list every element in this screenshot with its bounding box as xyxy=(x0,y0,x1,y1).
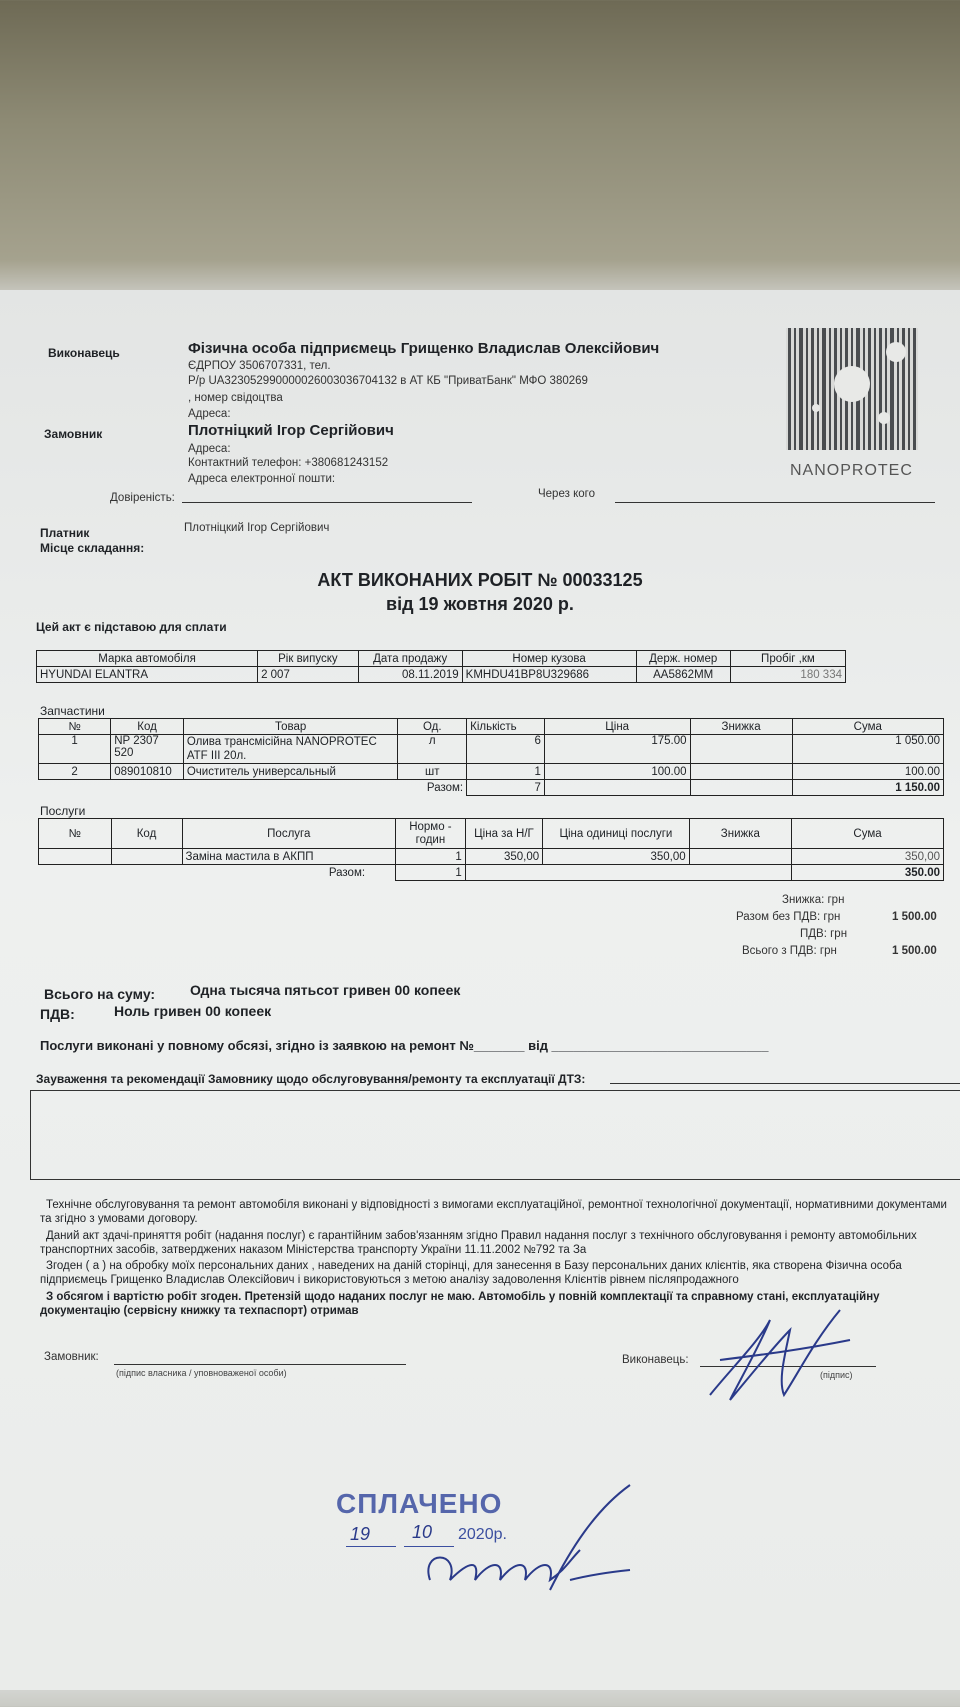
parts-price: 100.00 xyxy=(544,764,690,780)
stamp-day: 19 xyxy=(350,1524,371,1544)
totals-vat-label: ПДВ: грн xyxy=(800,928,848,940)
place-label: Місце складання: xyxy=(40,541,145,555)
sum-words-text: Одна тысяча пятьсот гривен 00 копеек xyxy=(190,982,461,998)
executor-signature xyxy=(700,1300,860,1415)
executor-edrpou: ЄДРПОУ 3506707331, тел. xyxy=(188,360,331,372)
services-total-empty xyxy=(465,865,791,881)
parts-price: 175.00 xyxy=(544,735,690,764)
car-sale-date: 08.11.2019 xyxy=(358,667,462,683)
payer-name: Плотніцкий Ігор Сергійович xyxy=(184,522,330,534)
services-name: Заміна мастила в АКПП xyxy=(182,849,396,865)
act-title: АКТ ВИКОНАНИХ РОБІТ № 00033125 xyxy=(317,570,643,590)
payer-label: Платник xyxy=(40,526,90,540)
nanoprotec-logo xyxy=(786,328,918,450)
paragraph-guarantee: Даний акт здачі-приняття робіт (надання послуг) є гарантійним забов'язанням згідно Правил надання послуг з технічного обслуговування і ремонту автомобільних транспортних засобів, затверджених наказом Міністерства транспорту України 11.11.2002 №792 та За xyxy=(40,1230,917,1256)
customer-signature-label: Замовник: xyxy=(44,1351,99,1363)
services-unit-price: 350,00 xyxy=(543,849,689,865)
stamp-month: 10 xyxy=(412,1522,433,1542)
parts-no: 2 xyxy=(39,764,111,780)
basis-text: Цей акт є підставою для сплати xyxy=(36,620,227,634)
services-table xyxy=(38,818,944,881)
sum-words-label: Всього на суму: xyxy=(44,986,156,1002)
vat-words-label: ПДВ: xyxy=(40,1006,75,1022)
parts-header-sum: Сума xyxy=(792,719,943,735)
parts-header-code: Код xyxy=(111,719,184,735)
car-brand: HYUNDAI ELANTRA xyxy=(37,667,258,683)
vat-words-text: Ноль гривен 00 копеек xyxy=(114,1003,272,1019)
remarks-label: Зауваження та рекомендації Замовнику щодо обслуговування/ремонту та експлуатації ДТЗ: xyxy=(36,1072,586,1086)
customer-signature-hint: (підпис власника / уповноваженої особи) xyxy=(116,1368,287,1378)
services-header-no: № xyxy=(39,819,112,849)
parts-discount xyxy=(690,735,792,764)
car-header-year: Рік випуску xyxy=(258,651,359,667)
services-total-sum: 350.00 xyxy=(792,865,944,881)
executor-name: Фізична особа підприємець Грищенко Владислав Олексійович xyxy=(188,340,660,357)
car-mileage: 180 334 xyxy=(730,667,845,683)
services-header-sum: Сума xyxy=(792,819,944,849)
totals-discount-label: Знижка: грн xyxy=(782,894,845,906)
executor-cert: , номер свідоцтва xyxy=(188,392,283,404)
services-header-code: Код xyxy=(111,819,182,849)
car-header-sale-date: Дата продажу xyxy=(358,651,462,667)
proxy-label: Довіреність: xyxy=(110,492,175,504)
totals-with-vat-value: 1 500.00 xyxy=(892,945,937,957)
executor-account: Р/р UA323052990000026003036704132 в АТ КБ "ПриватБанк" МФО 380269 xyxy=(188,375,588,387)
services-done-text: Послуги виконані у повному обсязі, згідно із заявкою на ремонт №_______ від ______________________________ xyxy=(40,1038,769,1053)
paragraph-maintenance: Технічне обслуговування та ремонт автомобіля виконані у відповідності з вимогами експлуатаційної, ремонтної технологічної документації, нормативними документами та згідно з умовами договору. xyxy=(40,1199,947,1225)
services-sum: 350,00 xyxy=(792,849,944,865)
through-line xyxy=(615,502,935,503)
totals-no-vat-label: Разом без ПДВ: грн xyxy=(736,911,841,923)
services-header-discount: Знижка xyxy=(689,819,791,849)
parts-code: 089010810 xyxy=(111,764,184,780)
parts-discount xyxy=(690,764,792,780)
parts-header-discount: Знижка xyxy=(690,719,792,735)
act-date: від 19 жовтня 2020 р. xyxy=(386,594,574,614)
services-code xyxy=(111,849,182,865)
parts-sum: 100.00 xyxy=(792,764,943,780)
customer-label: Замовник xyxy=(44,427,103,441)
parts-header-price: Ціна xyxy=(544,719,690,735)
proxy-line xyxy=(182,502,472,503)
parts-no: 1 xyxy=(39,735,111,764)
executor-label: Виконавець xyxy=(48,346,120,360)
paid-stamp: СПЛАЧЕНО xyxy=(336,1488,503,1519)
services-header-service: Послуга xyxy=(182,819,396,849)
customer-name: Плотніцкий Ігор Сергійович xyxy=(188,422,394,439)
services-total-label: Разом: xyxy=(328,866,366,879)
parts-total-qty: 7 xyxy=(467,780,545,796)
parts-header-unit: Од. xyxy=(398,719,467,735)
customer-signature-line[interactable] xyxy=(114,1364,406,1365)
car-plate: AA5862MM xyxy=(636,667,730,683)
services-header-price-h: Ціна за Н/Г xyxy=(465,819,542,849)
customer-phone: Контактний телефон: +380681243152 xyxy=(188,457,389,469)
services-total-hours: 1 xyxy=(396,865,466,881)
paragraph-agreement: З обсягом і вартістю робіт згоден. Претензій щодо наданих послуг не маю. Автомобіль у повній комплектації та справному стані, експлуатаційну документацію (сервісну книжку та техпаспорт) отримав xyxy=(40,1291,880,1317)
stamp-day-line xyxy=(346,1546,396,1547)
totals-no-vat-value: 1 500.00 xyxy=(892,911,937,923)
services-section-label: Послуги xyxy=(40,804,86,818)
car-year: 2 007 xyxy=(258,667,359,683)
parts-header-no: № xyxy=(39,719,111,735)
customer-email: Адреса електронної пошти: xyxy=(188,473,336,485)
parts-item-line1: Олива трансмісійна NANOPROTEC xyxy=(186,736,377,748)
paragraph-personal-data: Згоден ( а ) на обробку моїх персональних даних , наведених на даній сторінці, для занесення в Базу персональних даних клієнтів, яка створена Фізична особа підприємець Грищенко Владислав Олексійович і використовуються з метою аналізу задоволення Клієнтів рівнем післяпродажного xyxy=(40,1260,902,1286)
car-header-brand: Марка автомобіля xyxy=(37,651,258,667)
totals-with-vat-label: Всього з ПДВ: грн xyxy=(742,945,837,957)
parts-qty: 1 xyxy=(467,764,545,780)
table-row xyxy=(39,764,944,780)
parts-item-line2: ATF III 20л. xyxy=(186,750,247,762)
services-no xyxy=(39,849,112,865)
car-vin: KMHDU41BP8U329686 xyxy=(462,667,636,683)
car-header-plate: Держ. номер xyxy=(636,651,730,667)
parts-table xyxy=(38,718,944,796)
car-header-mileage: Пробіг ,км xyxy=(730,651,845,667)
parts-total-sum: 1 150.00 xyxy=(792,780,943,796)
remarks-box[interactable] xyxy=(30,1090,960,1180)
parts-sum: 1 050.00 xyxy=(792,735,943,764)
services-header-unit-price: Ціна одиниці послуги xyxy=(543,819,689,849)
parts-item: Очиститель универсальный xyxy=(183,764,398,780)
parts-header-item: Товар xyxy=(183,719,398,735)
services-price-h: 350,00 xyxy=(465,849,542,865)
parts-total-price-empty xyxy=(544,780,690,796)
parts-qty: 6 xyxy=(467,735,545,764)
table-row xyxy=(39,849,944,865)
paid-signature xyxy=(420,1480,640,1615)
services-hours: 1 xyxy=(396,849,466,865)
parts-unit: шт xyxy=(398,764,467,780)
services-discount xyxy=(689,849,791,865)
customer-address: Адреса: xyxy=(188,443,231,455)
parts-item xyxy=(183,735,398,764)
through-label: Через кого xyxy=(538,488,595,500)
parts-total-discount-empty xyxy=(690,780,792,796)
car-header-vin: Номер кузова xyxy=(462,651,636,667)
executor-signature-label: Виконавець: xyxy=(622,1354,689,1366)
parts-code: NP 2307 520 xyxy=(111,735,184,764)
table-row xyxy=(39,735,944,764)
parts-total-label: Разом: xyxy=(39,780,467,796)
parts-unit: л xyxy=(398,735,467,764)
executor-address: Адреса: xyxy=(188,408,231,420)
car-table xyxy=(36,650,846,683)
remarks-line xyxy=(610,1083,960,1084)
logo-text: NANOPROTEC xyxy=(790,462,913,479)
executor-signature-hint: (підпис) xyxy=(820,1370,853,1380)
stamp-year: 2020р. xyxy=(458,1526,507,1543)
services-header-hours: Нормо - годин xyxy=(396,819,466,849)
parts-section-label: Запчастини xyxy=(40,704,105,718)
parts-header-qty: Кількість xyxy=(467,719,545,735)
